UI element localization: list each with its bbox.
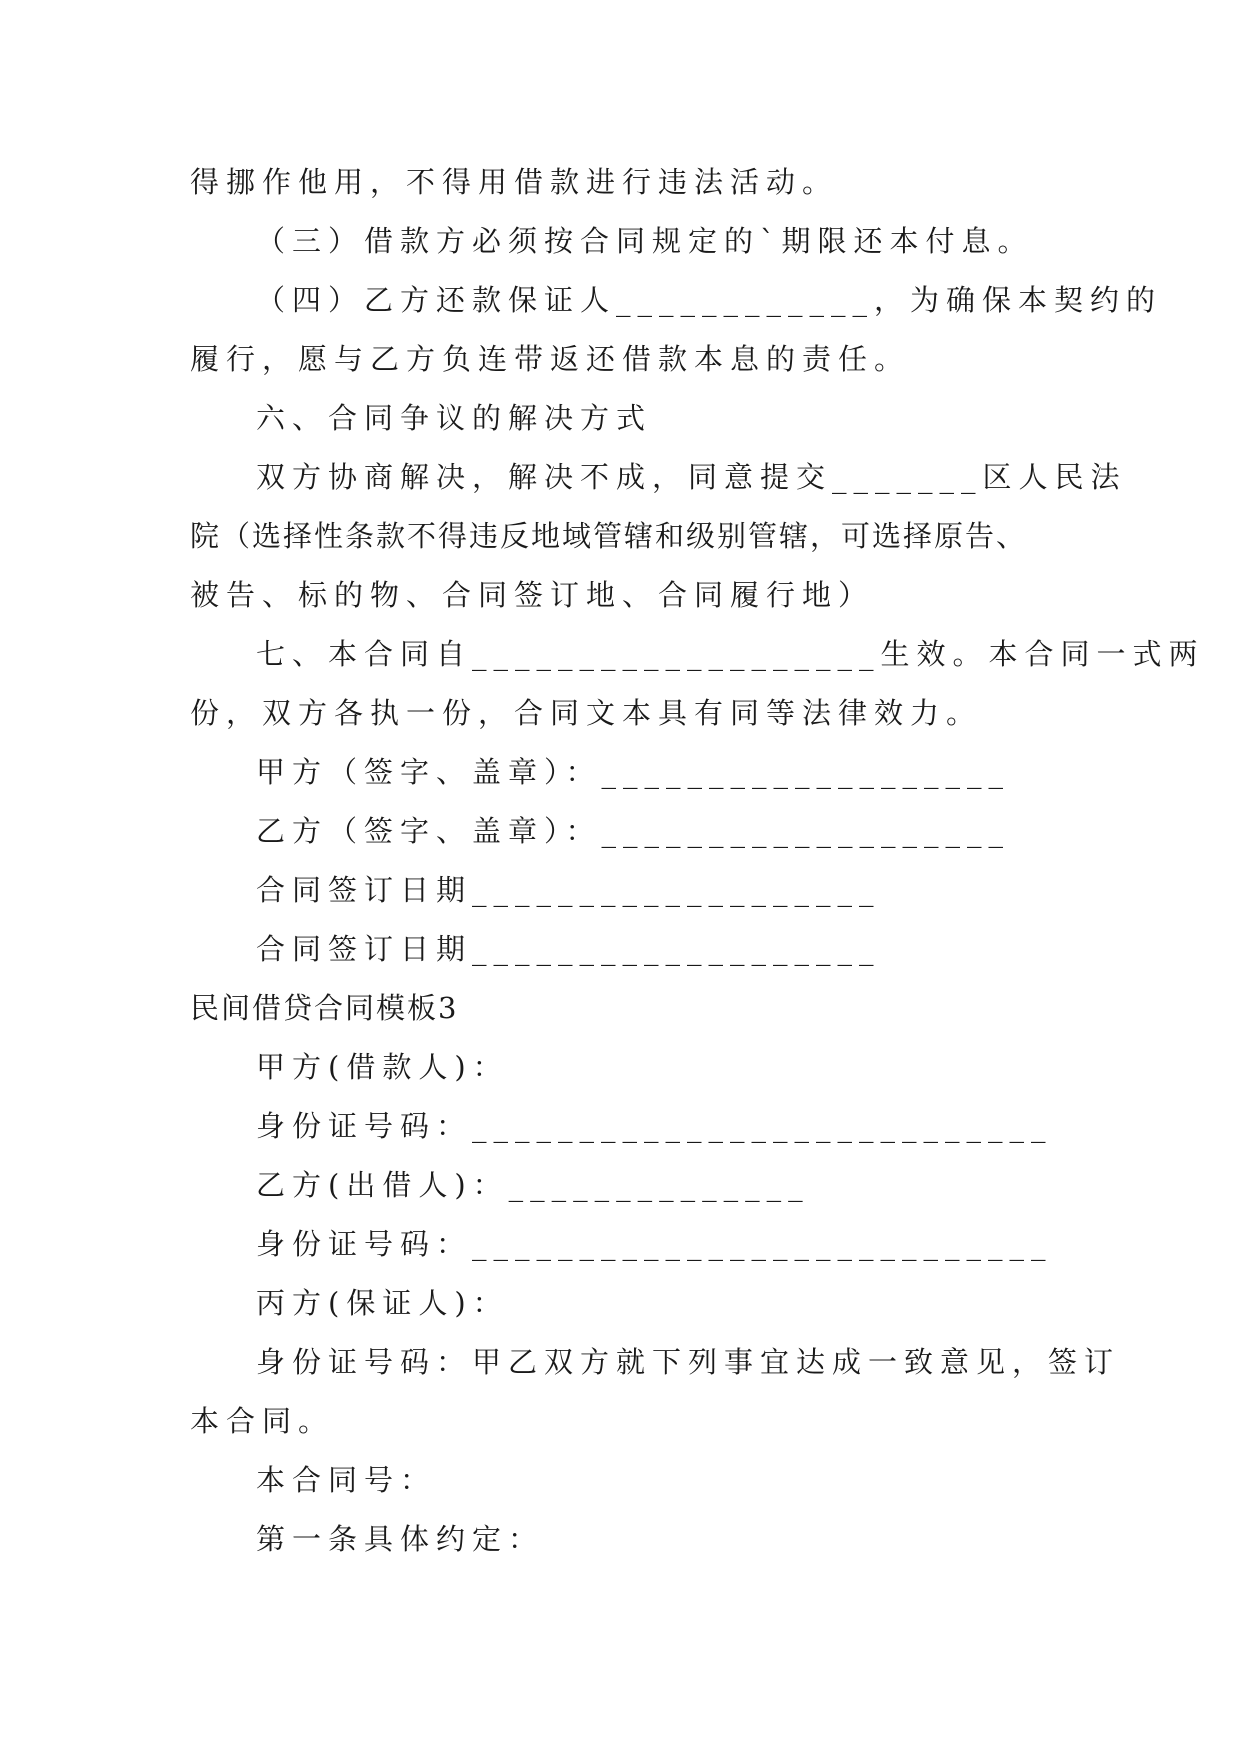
paragraph-line: （四）乙方还款保证人____________，为确保本契约的 — [256, 283, 1163, 317]
paragraph-line: 院（选择性条款不得违反地域管辖和级别管辖，可选择原告、 — [190, 519, 1028, 553]
paragraph-line: （三）借款方必须按合同规定的`期限还本付息。 — [256, 224, 1034, 258]
paragraph-line: 本合同。 — [190, 1404, 335, 1438]
section-heading: 六、合同争议的解决方式 — [256, 401, 653, 435]
id-number-line: 身份证号码：___________________________ — [256, 1109, 1053, 1143]
paragraph-line: 份，双方各执一份，合同文本具有同等法律效力。 — [190, 696, 983, 730]
document-title: 民间借贷合同模板3 — [190, 991, 459, 1025]
paragraph-line: 身份证号码：甲乙双方就下列事宜达成一致意见，签订 — [256, 1345, 1121, 1379]
paragraph-line: 被告、标的物、合同签订地、合同履行地） — [190, 578, 875, 612]
paragraph-line: 履行，愿与乙方负连带返还借款本息的责任。 — [190, 342, 911, 376]
article-one-heading: 第一条具体约定： — [256, 1522, 545, 1556]
paragraph-line: 七、本合同自___________________生效。本合同一式两 — [256, 637, 1205, 671]
party-b-label: 乙方(出借人)：______________ — [256, 1168, 810, 1202]
party-c-label: 丙方(保证人)： — [256, 1286, 509, 1320]
party-b-signature-line: 乙方（签字、盖章）：___________________ — [256, 814, 1011, 848]
contract-number-label: 本合同号： — [256, 1463, 437, 1497]
party-a-label: 甲方(借款人)： — [256, 1050, 509, 1084]
sign-date-line: 合同签订日期___________________ — [256, 932, 881, 966]
sign-date-line: 合同签订日期___________________ — [256, 873, 881, 907]
party-a-signature-line: 甲方（签字、盖章）：___________________ — [256, 755, 1011, 789]
paragraph-line: 得挪作他用，不得用借款进行违法活动。 — [190, 165, 839, 199]
paragraph-line: 双方协商解决，解决不成，同意提交_______区人民法 — [256, 460, 1127, 494]
id-number-line: 身份证号码：___________________________ — [256, 1227, 1053, 1261]
